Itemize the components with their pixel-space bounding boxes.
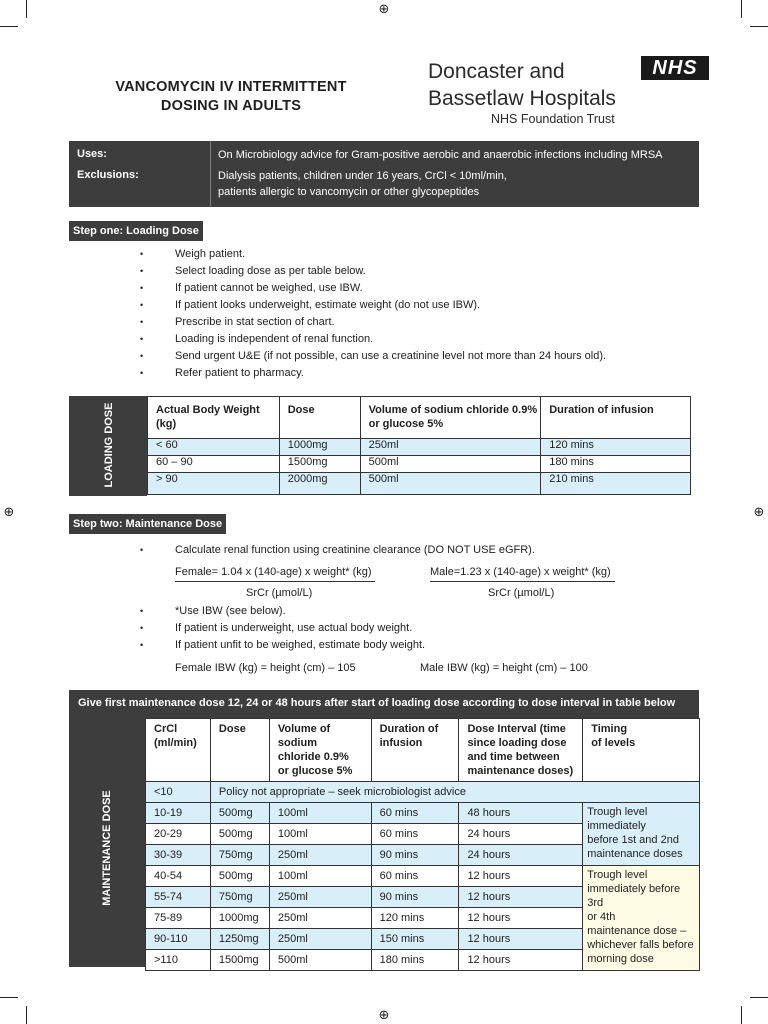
table-cell: 60 – 90 <box>148 456 280 473</box>
title-line: DOSING IN ADULTS <box>160 98 302 114</box>
male-crcl-denominator: SrCr (µmol/L) <box>488 587 555 599</box>
table-cell: > 90 <box>148 473 280 495</box>
table-cell: >110 <box>146 950 211 971</box>
column-header: Actual Body Weight (kg) <box>148 397 280 439</box>
column-header: Dose <box>210 719 269 782</box>
column-header: Dose Interval (time since loading dose and time between maintenance doses) <box>459 719 583 782</box>
table-row <box>146 782 700 803</box>
table-cell: 12 hours <box>459 887 583 908</box>
table-cell: 500mg <box>210 803 269 824</box>
registration-mark-icon: ⊕ <box>378 1007 390 1022</box>
table-cell: 500mg <box>210 866 269 887</box>
title-line: VANCOMYCIN IV INTERMITTENT <box>115 79 347 95</box>
table-cell: 100ml <box>269 824 371 845</box>
trust-name: NHS Foundation Trust <box>491 112 615 126</box>
table-cell: 250ml <box>269 887 371 908</box>
step-two-label: Step two: Maintenance Dose <box>69 514 226 534</box>
column-header: Duration of infusion <box>371 719 459 782</box>
table-cell: 1000mg <box>279 439 360 456</box>
nhs-logo: NHS <box>641 56 709 80</box>
timing-of-levels-cell: Trough level immediately before 3rd or 4th maintenance dose – whichever falls before morning dose <box>583 866 700 971</box>
table-cell: 500mg <box>210 824 269 845</box>
table-cell: 90 mins <box>371 845 459 866</box>
table-cell: 1250mg <box>210 929 269 950</box>
loading-dose-side-label: LOADING DOSE <box>69 396 147 496</box>
column-header: Duration of infusion <box>541 397 691 439</box>
table-cell: 30-39 <box>146 845 211 866</box>
table-cell: 55-74 <box>146 887 211 908</box>
registration-mark-icon: ⊕ <box>3 504 15 519</box>
crop-mark <box>750 26 768 27</box>
table-cell: 60 mins <box>371 824 459 845</box>
crop-mark <box>0 997 18 998</box>
table-cell: Policy not appropriate – seek microbiologist advice <box>210 782 699 803</box>
table-cell: 20-29 <box>146 824 211 845</box>
organisation-name <box>428 58 616 112</box>
timing-of-levels-cell: Trough level immediately before 1st and 2nd maintenance doses <box>583 803 700 866</box>
male-crcl-formula: Male=1.23 x (140-age) x weight* (kg) <box>430 566 615 582</box>
org-line: Bassetlaw Hospitals <box>428 87 616 110</box>
table-row <box>146 866 700 887</box>
table-cell: 250ml <box>269 929 371 950</box>
table-cell: 24 hours <box>459 845 583 866</box>
table-cell: 500ml <box>269 950 371 971</box>
table-cell: 90-110 <box>146 929 211 950</box>
male-ibw-formula: Male IBW (kg) = height (cm) – 100 <box>420 662 588 674</box>
table-cell: 1000mg <box>210 908 269 929</box>
crop-mark <box>26 1006 27 1024</box>
column-header: Volume of sodium chloride 0.9% or glucose 5% <box>360 397 541 439</box>
table-cell: 60 mins <box>371 866 459 887</box>
column-header: Timing of levels <box>583 719 700 782</box>
registration-mark-icon: ⊕ <box>753 504 765 519</box>
table-cell: 1500mg <box>210 950 269 971</box>
page-title <box>72 78 390 116</box>
table-cell: 12 hours <box>459 866 583 887</box>
table-cell: 48 hours <box>459 803 583 824</box>
female-crcl-formula: Female= 1.04 x (140-age) x weight* (kg) <box>175 566 375 582</box>
female-crcl-denominator: SrCr (µmol/L) <box>246 587 313 599</box>
table-cell: 250ml <box>269 845 371 866</box>
registration-mark-icon: ⊕ <box>378 1 390 16</box>
female-ibw-formula: Female IBW (kg) = height (cm) – 105 <box>175 662 356 674</box>
table-header-row <box>146 719 700 782</box>
table-cell: 40-54 <box>146 866 211 887</box>
table-cell: 12 hours <box>459 950 583 971</box>
maintenance-dose-side-label: MAINTENANCE DOSE <box>69 718 145 967</box>
uses-exclusions-box <box>69 141 699 207</box>
exclusions-line: patients allergic to vancomycin or other glycopeptides <box>218 186 480 198</box>
column-header: CrCl (ml/min) <box>146 719 211 782</box>
table-cell: 180 mins <box>371 950 459 971</box>
crop-mark <box>741 0 742 18</box>
table-row <box>146 803 700 824</box>
table-cell: < 60 <box>148 439 280 456</box>
table-cell: 12 hours <box>459 908 583 929</box>
table-header-row <box>148 397 691 439</box>
table-cell: 1500mg <box>279 456 360 473</box>
uses-label: Uses: <box>77 148 107 160</box>
crop-mark <box>26 0 27 18</box>
table-cell: 90 mins <box>371 887 459 908</box>
maintenance-banner: Give first maintenance dose 12, 24 or 48 hours after start of loading dose according to dose interval in table below <box>69 690 699 718</box>
table-row <box>148 439 691 456</box>
table-cell: 750mg <box>210 887 269 908</box>
maintenance-dose-table <box>145 718 700 971</box>
crop-mark <box>741 1006 742 1024</box>
table-row <box>148 473 691 495</box>
table-cell: <10 <box>146 782 211 803</box>
table-cell: 75-89 <box>146 908 211 929</box>
table-cell: 210 mins <box>541 473 691 495</box>
exclusions-label: Exclusions: <box>77 169 139 181</box>
loading-dose-table <box>147 396 691 495</box>
crop-mark <box>0 26 18 27</box>
table-cell: 12 hours <box>459 929 583 950</box>
table-cell: 2000mg <box>279 473 360 495</box>
table-cell: 180 mins <box>541 456 691 473</box>
table-cell: 750mg <box>210 845 269 866</box>
divider <box>210 141 211 207</box>
column-header: Volume of sodium chloride 0.9% or glucose 5% <box>269 719 371 782</box>
table-cell: 150 mins <box>371 929 459 950</box>
table-cell: 60 mins <box>371 803 459 824</box>
exclusions-line: Dialysis patients, children under 16 years, CrCl < 10ml/min, <box>218 170 507 182</box>
table-cell: 120 mins <box>371 908 459 929</box>
table-cell: 100ml <box>269 803 371 824</box>
table-cell: 250ml <box>269 908 371 929</box>
table-cell: 100ml <box>269 866 371 887</box>
table-cell: 500ml <box>360 456 541 473</box>
column-header: Dose <box>279 397 360 439</box>
crop-mark <box>750 997 768 998</box>
table-cell: 500ml <box>360 473 541 495</box>
table-cell: 24 hours <box>459 824 583 845</box>
step-one-label: Step one: Loading Dose <box>69 221 203 241</box>
table-cell: 120 mins <box>541 439 691 456</box>
table-row <box>148 456 691 473</box>
table-cell: 250ml <box>360 439 541 456</box>
table-cell: 10-19 <box>146 803 211 824</box>
uses-text: On Microbiology advice for Gram-positive aerobic and anaerobic infections including MRSA <box>218 149 663 161</box>
org-line: Doncaster and <box>428 60 565 83</box>
